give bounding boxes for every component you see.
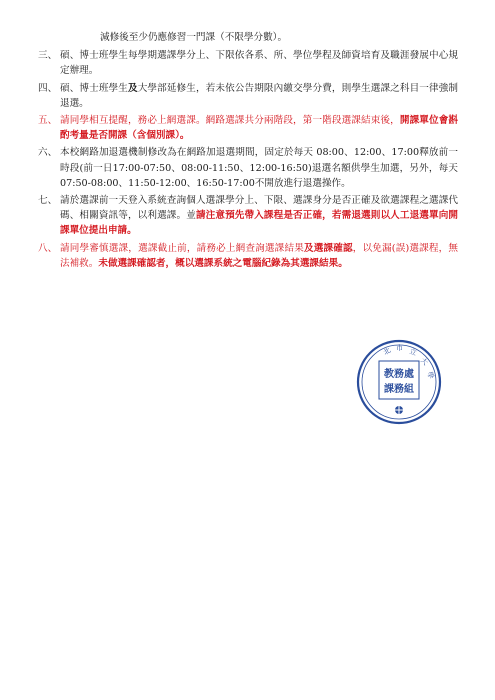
official-seal-stamp	[354, 337, 444, 427]
text-segment: 大學部延修生，若未依公告期限內繳交學分費，則學生選課之科目一律強制退選。	[60, 82, 459, 109]
list-item-4	[38, 81, 458, 111]
bold-segment: 開課單位會斟酌考量是否開課（含個別課）。	[60, 115, 459, 142]
item-number: 四、	[38, 82, 58, 94]
seal-center-line-2: 課務組	[384, 384, 414, 395]
text-segment: ，以免漏(誤)選課程，無法補救。	[60, 242, 458, 269]
item-text: 碩、博士班學生每學期選課學分上、下限依各系、所、學位學程及師資培育及職涯發展中心規定辦理。	[60, 50, 458, 77]
list-item-6	[38, 145, 458, 191]
item-text	[60, 81, 458, 111]
continuation-line: 減修後至少仍應修習一門課（不限學分數）。	[100, 32, 288, 43]
bold-segment: 及選課確認	[303, 242, 353, 254]
list-item-5	[38, 113, 458, 143]
item-number: 三、	[38, 50, 58, 62]
text-segment: 請於選課前一天登入系統查詢個人選課學分上、下限、選課身分是否正確及欲選課程之選課代碼、相關資訊等，以利選課。並	[60, 195, 458, 222]
item-number: 八、	[38, 242, 58, 254]
item-number: 五、	[38, 115, 58, 127]
bold-segment: 未做選課確認者，概以選課系統之電腦紀錄為其選課結果。	[98, 257, 348, 269]
text-segment: 請同學相互提醒，務必上網選課。網路選課共分兩階段，第一階段選課結束後，	[60, 115, 400, 127]
bold-segment: 及	[127, 82, 138, 94]
list-item-8	[38, 241, 458, 271]
seal-center-line-1: 教務處	[384, 369, 414, 380]
item-text	[60, 241, 458, 271]
item-number: 六、	[38, 147, 58, 159]
seal-ring-char: 學	[425, 370, 436, 381]
seal-ring-char: 北	[382, 346, 393, 357]
seal-ring-char: 立	[408, 347, 418, 358]
item-text	[60, 193, 458, 239]
list-item-7	[38, 193, 458, 239]
list-item-3	[38, 48, 458, 78]
item-text: 本校網路加退選機制修改為在網路加退選期間，固定於每天 08:00、12:00、17:00釋放前一時段(前一日17:00-07:50、08:00-11:50、12:00-16:50)退選名額供學生加選，另外，每天07:50-08:00、11:50-12:00、16:50-17:00不開放進行退選操作。	[60, 147, 458, 189]
bold-segment: 請注意預先帶入課程是否正確，若需退選則以人工退選單向開課單位提出申請。	[60, 210, 459, 237]
text-segment: 碩、博士班學生	[60, 82, 128, 94]
item-number: 七、	[38, 195, 58, 207]
notice-body	[38, 30, 458, 273]
seal-ring-char: 大	[418, 356, 430, 368]
item-text	[60, 113, 458, 143]
text-segment: 請同學審慎選課，選課截止前，請務必上網查詢選課結果	[60, 242, 304, 254]
seal-ring-char: 市	[396, 344, 403, 352]
